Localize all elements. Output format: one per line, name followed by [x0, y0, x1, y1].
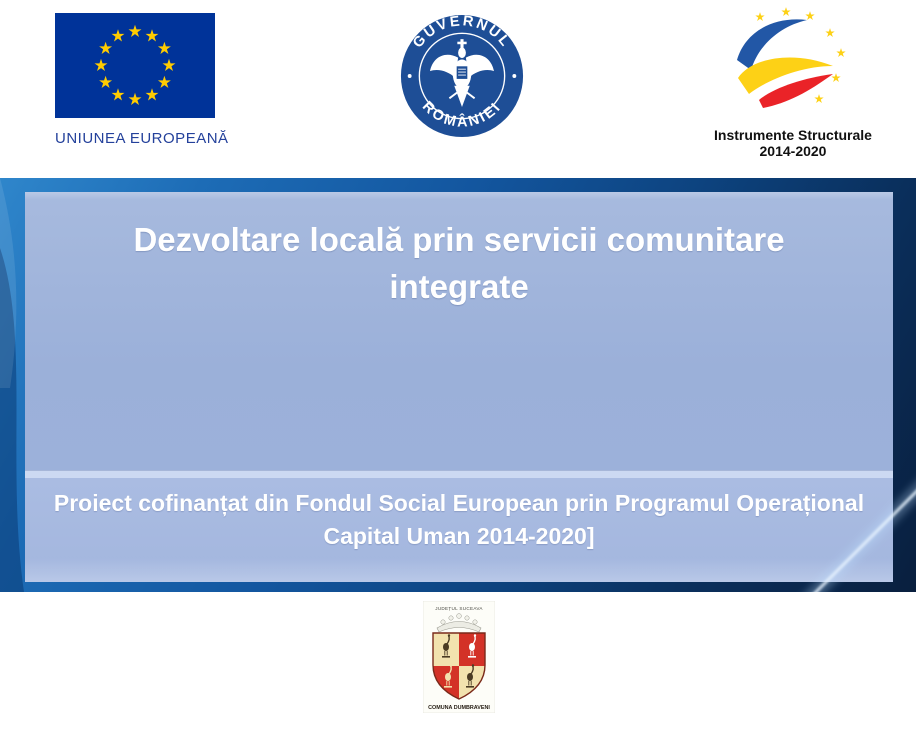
seal-top-text: GUVERNUL	[410, 13, 515, 52]
structural-instruments-swoosh-icon	[693, 0, 893, 120]
government-romania-seal-icon	[399, 13, 525, 139]
left-highlight-shape	[0, 178, 16, 388]
slide-background	[0, 178, 916, 592]
panel-divider	[25, 470, 893, 478]
seal-bottom-text: ROMÂNIEI	[418, 98, 506, 131]
dumbraveni-coat-of-arms	[423, 601, 495, 713]
structural-instruments-logo	[693, 0, 893, 159]
structural-instruments-period: 2014-2020	[759, 143, 827, 159]
structural-instruments-label: Instrumente Structurale	[714, 127, 872, 143]
eagle-chest-shield	[457, 66, 468, 79]
footer-band	[0, 592, 916, 736]
left-swoosh-shape	[0, 248, 24, 592]
coat-of-arms-commune-label: COMUNA DUMBRAVENI	[428, 705, 490, 711]
eu-flag-logo	[55, 13, 229, 147]
title-block	[25, 192, 893, 470]
eu-flag-icon	[55, 13, 215, 118]
coat-of-arms-county-label: JUDEȚUL SUCEAVA	[435, 606, 483, 611]
slide-title-line2: integrate	[389, 268, 529, 305]
slide-subtitle-line1: Proiect cofinanțat din Fondul Social European prin Programul Operațional	[53, 490, 865, 516]
subtitle-block	[25, 478, 893, 582]
slide-subtitle-line2: Capital Uman 2014-2020]	[323, 523, 595, 549]
slide-title-line1: Dezvoltare locală prin servicii comunitare	[133, 221, 785, 258]
eu-flag-label: UNIUNEA EUROPEANĂ	[55, 130, 229, 147]
slide-content-panel	[25, 192, 893, 582]
header-logo-band	[0, 0, 916, 178]
